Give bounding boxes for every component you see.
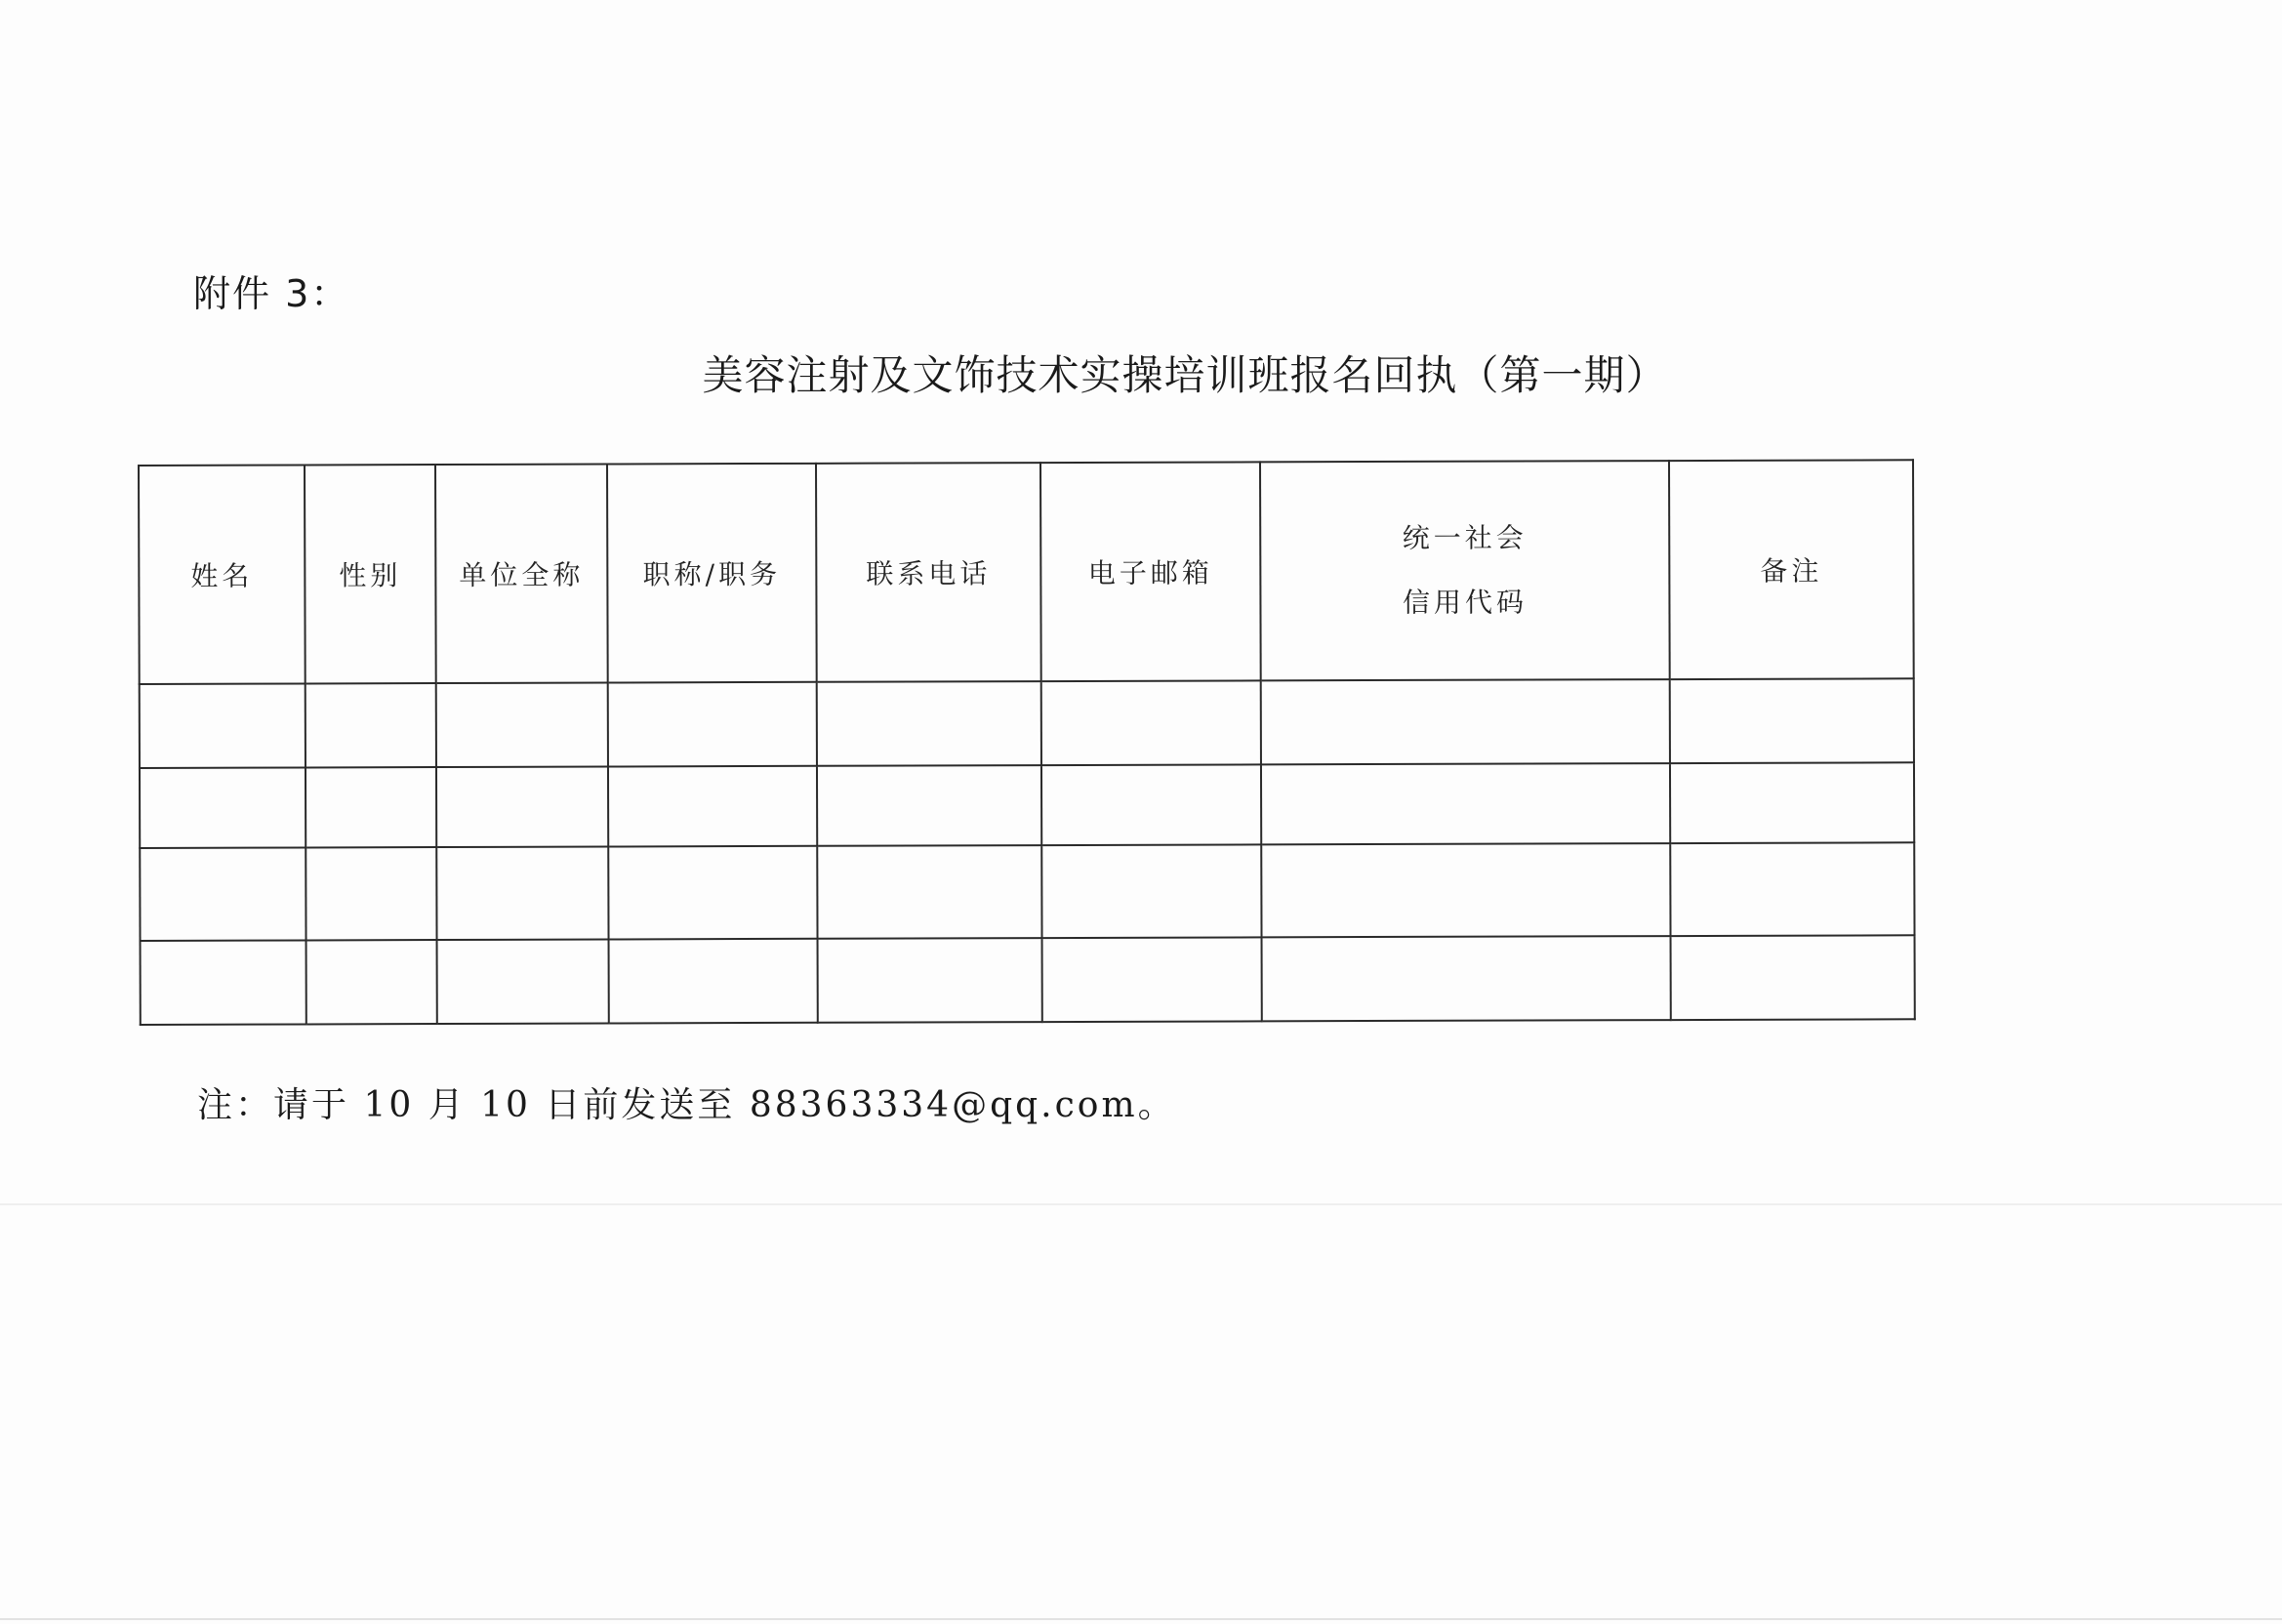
cell-phone[interactable] <box>817 845 1041 939</box>
cell-name[interactable] <box>140 683 306 768</box>
cell-organization[interactable] <box>436 682 608 767</box>
cell-remarks[interactable] <box>1670 678 1914 763</box>
table-row <box>140 762 1914 848</box>
cell-credit-code[interactable] <box>1261 763 1670 844</box>
cell-organization[interactable] <box>436 846 608 940</box>
header-remarks: 备注 <box>1669 460 1914 679</box>
cell-gender[interactable] <box>306 940 437 1024</box>
submission-note: 注：请于 10 月 10 日前发送至 88363334@qq.com。 <box>197 1085 1176 1125</box>
cell-email[interactable] <box>1041 680 1261 765</box>
cell-email[interactable] <box>1041 764 1261 845</box>
cell-gender[interactable] <box>306 767 436 847</box>
cell-phone[interactable] <box>817 765 1041 846</box>
cell-email[interactable] <box>1041 844 1261 938</box>
cell-credit-code[interactable] <box>1261 843 1670 937</box>
table-row <box>140 842 1914 941</box>
cell-remarks[interactable] <box>1671 935 1915 1020</box>
cell-email[interactable] <box>1042 937 1262 1022</box>
cell-remarks[interactable] <box>1670 762 1914 843</box>
cell-gender[interactable] <box>306 683 436 767</box>
scan-artifact-line <box>0 1203 2282 1205</box>
header-position: 职称/职务 <box>607 464 817 683</box>
cell-gender[interactable] <box>306 847 436 940</box>
table-row <box>140 678 1914 768</box>
header-gender: 性别 <box>305 465 436 683</box>
header-name: 姓名 <box>139 465 306 684</box>
cell-phone[interactable] <box>818 938 1042 1023</box>
attachment-label: 附件 3： <box>193 272 350 315</box>
cell-credit-code[interactable] <box>1261 679 1670 764</box>
registration-table <box>138 459 1916 1026</box>
header-organization: 单位全称 <box>435 464 608 683</box>
cell-position[interactable] <box>608 766 817 847</box>
scan-artifact-line <box>0 1618 2282 1620</box>
cell-organization[interactable] <box>437 939 609 1024</box>
cell-remarks[interactable] <box>1670 842 1914 936</box>
table-row <box>141 935 1915 1025</box>
cell-credit-code[interactable] <box>1262 936 1671 1021</box>
header-credit-code-line2: 信用代码 <box>1402 586 1528 619</box>
cell-position[interactable] <box>609 939 818 1024</box>
cell-name[interactable] <box>140 847 306 941</box>
header-credit-code-line1: 统一社会 <box>1402 521 1528 554</box>
cell-name[interactable] <box>141 940 306 1025</box>
cell-position[interactable] <box>608 682 817 767</box>
cell-name[interactable] <box>140 767 306 848</box>
cell-phone[interactable] <box>817 681 1041 766</box>
document-title: 美容注射及文饰技术实操培训班报名回执（第一期） <box>702 351 1668 399</box>
cell-position[interactable] <box>608 846 817 940</box>
header-email: 电子邮箱 <box>1040 462 1261 681</box>
table-header-row <box>139 460 1914 684</box>
header-credit-code <box>1260 461 1670 680</box>
cell-organization[interactable] <box>436 766 608 847</box>
header-phone: 联系电话 <box>816 463 1041 682</box>
